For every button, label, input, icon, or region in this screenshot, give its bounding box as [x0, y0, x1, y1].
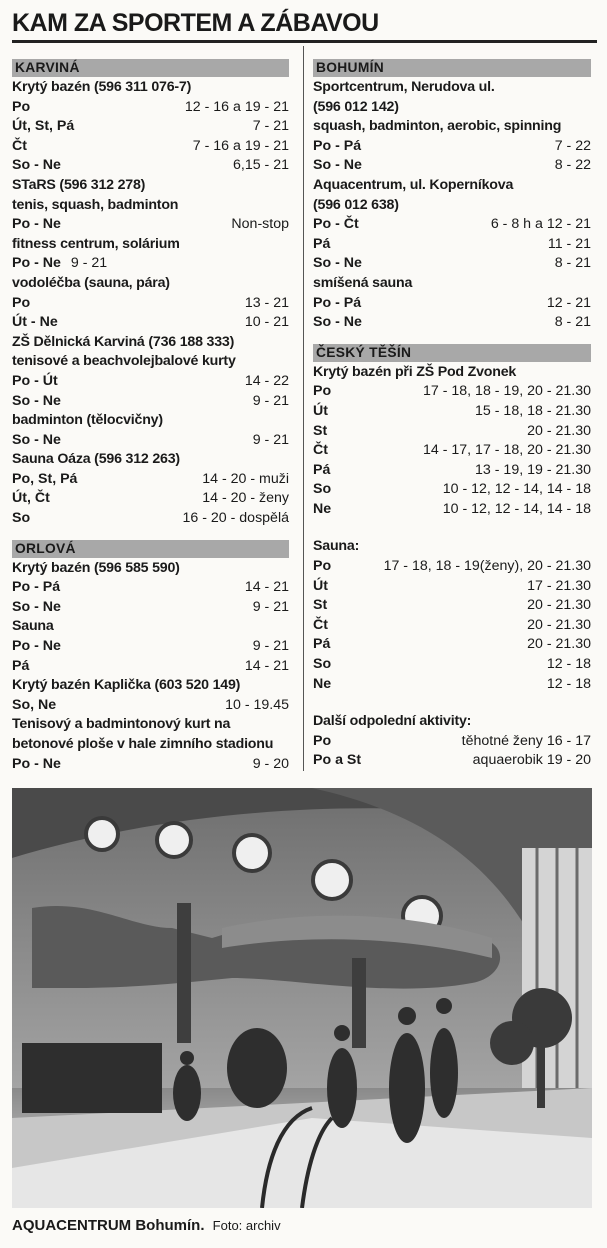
venue-name: Krytý bazén (596 311 076-7) [12, 79, 192, 95]
schedule-hours: 20 - 21.30 [527, 616, 591, 633]
schedule-days: So, Ne [12, 696, 57, 713]
schedule-row [12, 696, 289, 716]
caption-text: AQUACENTRUM Bohumín. [12, 1217, 205, 1234]
schedule-hours: 14 - 21 [244, 579, 289, 596]
schedule-row [12, 215, 289, 235]
venue-name: Sauna: [313, 538, 360, 555]
section-heading: ORLOVÁ [12, 540, 289, 558]
schedule-days: Čt [313, 616, 328, 633]
venue-name: Krytý bazén při ZŠ Pod Zvonek [313, 363, 517, 380]
schedule-row [313, 751, 591, 771]
schedule-hours: 20 - 21.30 [527, 636, 591, 653]
schedule-row [313, 732, 591, 752]
schedule-days: Út [313, 402, 328, 419]
schedule-row [12, 489, 289, 509]
schedule-days: Po - Út [12, 372, 58, 389]
schedule-hours: 12 - 21 [546, 294, 591, 311]
schedule-days: Pá [313, 636, 331, 653]
schedule-hours: 14 - 20 - ženy [202, 490, 289, 507]
schedule-hours: 12 - 18 [546, 656, 591, 673]
schedule-days: So - Ne [12, 598, 61, 615]
schedule-row [313, 635, 591, 655]
schedule-row [313, 215, 591, 235]
schedule-hours: 10 - 12, 12 - 14, 14 - 18 [442, 500, 591, 517]
schedule-row [12, 98, 289, 118]
venue-name: smíšená sauna [313, 274, 413, 291]
schedule-hours: 8 - 21 [554, 314, 591, 331]
schedule-days: Út, St, Pá [12, 118, 75, 135]
venue-name: ZŠ Dělnická Karviná (736 188 333) tenisové a beachvolejbalové kurty [12, 333, 236, 370]
schedule-days: St [313, 422, 328, 439]
schedule-days: So [313, 656, 332, 673]
schedule-row [313, 294, 591, 314]
schedule-days: Pá [313, 461, 331, 478]
schedule-row [12, 294, 289, 314]
venue-name: Sportcentrum, Nerudova ul. [313, 79, 495, 95]
schedule-days: Po, St, Pá [12, 470, 78, 487]
schedule-row [12, 509, 289, 529]
section-heading: BOHUMÍN [313, 59, 591, 77]
venue-name: badminton (tělocvičny) [12, 412, 163, 429]
schedule-hours: 7 - 16 a 19 - 21 [192, 137, 289, 154]
schedule-hours: 14 - 17, 17 - 18, 20 - 21.30 [423, 442, 591, 459]
schedule-hours: 9 - 21 [70, 255, 108, 272]
column-divider [303, 46, 304, 771]
schedule-row [12, 313, 289, 333]
schedule-hours: 7 - 21 [252, 118, 289, 135]
schedule-days: Po [313, 383, 332, 400]
schedule-days: Po - Ne [12, 638, 61, 655]
schedule-row [12, 156, 289, 176]
schedule-row [12, 392, 289, 412]
schedule-hours: 8 - 22 [554, 157, 591, 174]
schedule-hours: 7 - 22 [554, 137, 591, 154]
schedule-days: Čt [12, 137, 27, 154]
schedule-days: So - Ne [12, 392, 61, 409]
schedule-hours: 11 - 21 [547, 235, 591, 252]
schedule-days: So - Ne [313, 157, 362, 174]
schedule-days: Po [12, 98, 31, 115]
venue-name: Sauna [12, 618, 54, 635]
schedule-days: So [313, 481, 332, 498]
schedule-row [313, 557, 591, 577]
schedule-row [12, 372, 289, 392]
schedule-row [12, 254, 289, 274]
right-column [313, 57, 591, 771]
schedule-hours: 13 - 21 [244, 294, 289, 311]
schedule-hours: 9 - 21 [252, 638, 289, 655]
schedule-row [12, 755, 289, 775]
schedule-row [313, 382, 591, 402]
venue-name: (596 012 142) [313, 98, 399, 115]
photo-caption [12, 1215, 281, 1237]
schedule-hours: 14 - 21 [244, 657, 289, 674]
schedule-days: Pá [313, 235, 331, 252]
schedule-row [313, 137, 591, 157]
venue-name: Sauna Oáza (596 312 263) [12, 451, 180, 468]
schedule-row [313, 596, 591, 616]
section-heading: KARVINÁ [12, 59, 289, 77]
section-heading: ČESKÝ TĚŠÍN [313, 344, 591, 362]
schedule-hours: 16 - 20 - dospělá [182, 510, 289, 527]
schedule-days: Út, Čt [12, 490, 50, 507]
schedule-row [12, 578, 289, 598]
schedule-row [12, 137, 289, 157]
schedule-row [313, 402, 591, 422]
page-title: KAM ZA SPORTEM A ZÁBAVOU [12, 9, 379, 37]
schedule-row [313, 655, 591, 675]
pool-hall-illustration [12, 788, 592, 1208]
schedule-days: So - Ne [12, 157, 61, 174]
schedule-days: Po - Pá [12, 579, 61, 596]
venue-name: Aquacentrum, ul. Koperníkova [313, 176, 514, 193]
schedule-row [313, 313, 591, 333]
left-column [12, 57, 289, 774]
venue-name: tenis, squash, badminton [12, 196, 179, 213]
schedule-hours: 14 - 22 [244, 372, 289, 389]
schedule-hours: 12 - 18 [546, 675, 591, 692]
schedule-days: Po - Pá [313, 294, 362, 311]
schedule-row [12, 117, 289, 137]
schedule-days: So - Ne [313, 314, 362, 331]
schedule-row [12, 431, 289, 451]
schedule-hours: 17 - 18, 18 - 19, 20 - 21.30 [423, 383, 591, 400]
schedule-row [313, 500, 591, 520]
venue-name: Tenisový a badmintonový kurt na betonové ploše v hale zimního stadionu [12, 716, 274, 752]
schedule-days: Po - Pá [313, 137, 362, 154]
schedule-days: Čt [313, 442, 328, 459]
schedule-days: So [12, 510, 31, 527]
schedule-row [313, 675, 591, 695]
schedule-hours: 20 - 21.30 [527, 597, 591, 614]
schedule-hours: 17 - 21.30 [527, 577, 591, 594]
schedule-hours: 9 - 21 [252, 598, 289, 615]
schedule-days: Po - Ne [12, 255, 61, 272]
spacer [313, 694, 591, 712]
venue-name: Krytý bazén Kaplička (603 520 149) [12, 677, 241, 694]
photo-credit: Foto: archiv [212, 1218, 281, 1233]
schedule-days: Po a St [313, 752, 362, 769]
schedule-days: Po [12, 294, 31, 311]
schedule-hours: 10 - 12, 12 - 14, 14 - 18 [442, 481, 591, 498]
schedule-row [313, 235, 591, 255]
schedule-row [12, 598, 289, 618]
schedule-row [313, 577, 591, 597]
schedule-hours: 10 - 19.45 [225, 696, 289, 713]
schedule-hours: aquaerobik 19 - 20 [472, 752, 591, 769]
schedule-hours: 8 - 21 [554, 255, 591, 272]
venue-name: Krytý bazén (596 585 590) [12, 559, 180, 576]
schedule-row [313, 441, 591, 461]
schedule-row [313, 422, 591, 442]
schedule-row [313, 156, 591, 176]
schedule-days: So - Ne [313, 255, 362, 272]
schedule-row [313, 480, 591, 500]
schedule-hours: 9 - 20 [252, 755, 289, 772]
schedule-days: Út [313, 577, 328, 594]
venue-name: squash, badminton, aerobic, spinning [313, 118, 562, 135]
schedule-row [12, 657, 289, 677]
schedule-days: Po - Čt [313, 216, 359, 233]
schedule-hours: 10 - 21 [244, 314, 289, 331]
schedule-days: St [313, 597, 328, 614]
schedule-days: Po [313, 558, 332, 575]
venue-name: STaRS (596 312 278) [12, 176, 146, 193]
schedule-hours: 9 - 21 [252, 392, 289, 409]
schedule-days: Po - Ne [12, 216, 61, 233]
spacer [313, 519, 591, 537]
schedule-days: Ne [313, 500, 332, 517]
schedule-hours: 6 - 8 h a 12 - 21 [490, 216, 591, 233]
schedule-hours: Non-stop [231, 216, 289, 233]
schedule-days: Pá [12, 657, 30, 674]
schedule-hours: 20 - 21.30 [527, 422, 591, 439]
title-rule [12, 40, 597, 43]
schedule-row [313, 616, 591, 636]
schedule-row [12, 637, 289, 657]
venue-name: (596 012 638) [313, 196, 399, 213]
schedule-days: Po [313, 732, 332, 749]
schedule-days: Ne [313, 675, 332, 692]
schedule-days: Po - Ne [12, 755, 61, 772]
schedule-hours: 15 - 18, 18 - 21.30 [475, 402, 591, 419]
schedule-hours: 17 - 18, 18 - 19(ženy), 20 - 21.30 [383, 558, 591, 575]
venue-name: Další odpolední aktivity: [313, 713, 472, 730]
schedule-hours: 12 - 16 a 19 - 21 [184, 98, 289, 115]
schedule-row [313, 254, 591, 274]
venue-name: fitness centrum, solárium [12, 235, 180, 252]
schedule-row [313, 461, 591, 481]
venue-name: vodoléčba (sauna, pára) [12, 274, 170, 291]
aquacentrum-photo [12, 788, 592, 1208]
schedule-hours: těhotné ženy 16 - 17 [461, 732, 591, 749]
schedule-days: So - Ne [12, 431, 61, 448]
schedule-hours: 14 - 20 - muži [202, 470, 289, 487]
schedule-row [12, 470, 289, 490]
schedule-hours: 6,15 - 21 [232, 157, 289, 174]
schedule-hours: 13 - 19, 19 - 21.30 [475, 461, 591, 478]
schedule-hours: 9 - 21 [252, 431, 289, 448]
schedule-days: Út - Ne [12, 314, 58, 331]
